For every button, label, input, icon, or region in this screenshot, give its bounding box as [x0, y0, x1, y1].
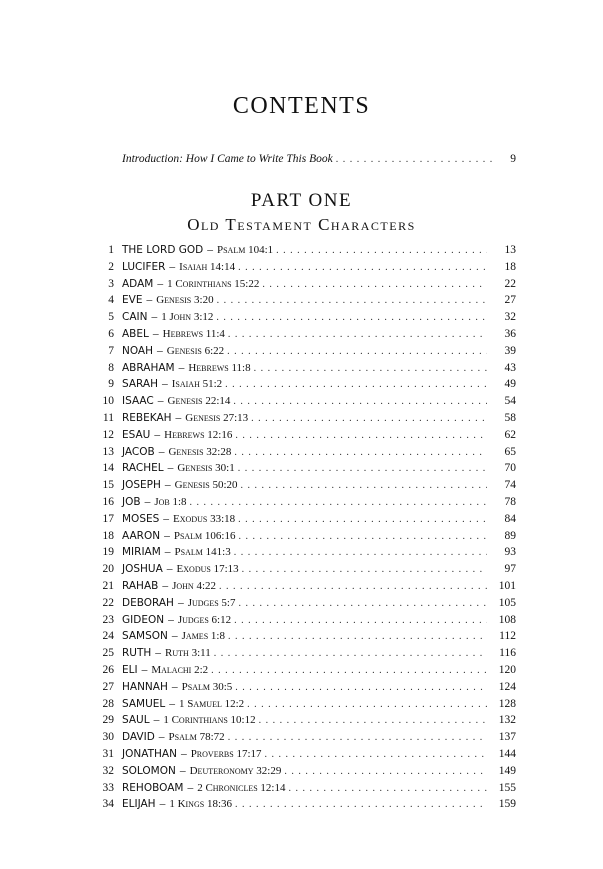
- scripture-reference: Deuteronomy 32:29: [189, 764, 282, 777]
- dash-separator: –: [166, 563, 173, 576]
- scripture-reference: Proverbs 17:17: [190, 747, 262, 760]
- dash-separator: –: [153, 714, 160, 727]
- dash-separator: –: [164, 529, 170, 542]
- character-name: LUCIFER: [122, 260, 166, 273]
- dot-leader: [254, 363, 487, 374]
- toc-row: [96, 681, 516, 698]
- character-name: RAHAB: [122, 579, 159, 592]
- dot-leader: [284, 766, 487, 777]
- dot-leader: [238, 598, 487, 609]
- toc-row: [96, 765, 516, 782]
- entry-number: 13: [102, 445, 114, 458]
- character-name: SARAH: [122, 378, 158, 391]
- character-name: RACHEL: [122, 462, 164, 475]
- entry-number: 4: [108, 294, 114, 307]
- dash-separator: –: [171, 630, 178, 643]
- dot-leader: [228, 329, 487, 340]
- dash-separator: –: [154, 428, 161, 441]
- toc-row: [96, 479, 516, 496]
- character-name: ABRAHAM: [122, 361, 175, 374]
- page-number: 18: [504, 260, 516, 273]
- toc-row: [96, 378, 516, 395]
- toc-row: [96, 630, 516, 647]
- dash-separator: –: [159, 798, 166, 811]
- dash-separator: –: [158, 445, 165, 458]
- entry-number: 1: [108, 244, 114, 256]
- scripture-reference: Genesis 32:28: [168, 445, 232, 458]
- toc-list: [96, 244, 516, 815]
- entry-number: 5: [108, 311, 114, 324]
- page-number: 93: [504, 546, 516, 559]
- toc-row: [96, 412, 516, 429]
- dot-leader: [228, 631, 487, 642]
- entry-number: 11: [102, 411, 114, 424]
- toc-row: [96, 530, 516, 547]
- dot-leader: [276, 245, 487, 256]
- toc-row: [96, 362, 516, 379]
- dash-separator: –: [162, 378, 168, 391]
- entry-number: 30: [102, 731, 114, 744]
- dash-separator: –: [207, 244, 213, 256]
- scripture-reference: 2 Chronicles 12:14: [197, 781, 286, 794]
- dot-leader: [238, 531, 487, 542]
- scripture-reference: Genesis 22:14: [167, 395, 231, 408]
- character-name: EVE: [122, 294, 143, 307]
- page-number: 84: [504, 512, 516, 525]
- entry-number: 3: [108, 277, 114, 290]
- scripture-reference: Psalm 104:1: [216, 244, 274, 256]
- dot-leader: [190, 497, 487, 508]
- page-number: 108: [498, 613, 516, 626]
- character-name: AARON: [122, 529, 161, 542]
- dot-leader: [228, 732, 487, 743]
- page-number: 105: [498, 596, 516, 609]
- scripture-reference: Hebrews 11:4: [162, 327, 225, 340]
- page-number: 65: [504, 445, 516, 458]
- intro-label: Introduction: How I Came to Write This Book: [122, 153, 333, 165]
- page-number: 149: [498, 764, 516, 777]
- page-number: 78: [504, 495, 516, 508]
- scripture-reference: Psalm 106:16: [173, 529, 236, 542]
- page-number: 39: [504, 344, 516, 357]
- dot-leader: [211, 665, 487, 676]
- character-name: JACOB: [122, 445, 155, 458]
- dash-separator: –: [151, 311, 158, 324]
- scripture-reference: Hebrews 11:8: [188, 361, 251, 374]
- character-name: CAIN: [122, 311, 148, 324]
- dash-separator: –: [179, 764, 186, 777]
- dot-leader: [217, 295, 487, 306]
- toc-row: [96, 513, 516, 530]
- dash-separator: –: [164, 479, 171, 492]
- character-name: REBEKAH: [122, 411, 172, 424]
- page-number: 36: [504, 327, 516, 340]
- toc-row: [96, 563, 516, 580]
- dot-leader: [259, 715, 487, 726]
- character-name: DAVID: [122, 731, 155, 744]
- character-name: SAMSON: [122, 630, 168, 643]
- toc-row: [96, 698, 516, 715]
- dot-leader: [265, 749, 487, 760]
- intro-entry: [122, 153, 516, 171]
- character-name: MOSES: [122, 512, 160, 525]
- entry-number: 21: [102, 579, 114, 592]
- entry-number: 34: [102, 798, 114, 811]
- page-number: 159: [498, 798, 516, 811]
- dot-leader: [234, 547, 487, 558]
- toc-row: [96, 446, 516, 463]
- toc-row: [96, 798, 516, 815]
- page-number: 74: [504, 479, 516, 492]
- dash-separator: –: [144, 495, 151, 508]
- dash-separator: –: [169, 260, 176, 273]
- scripture-reference: Exodus 33:18: [173, 512, 236, 525]
- page-number: 22: [504, 277, 516, 290]
- toc-row: [96, 782, 516, 799]
- entry-number: 15: [102, 479, 114, 492]
- toc-row: [96, 496, 516, 513]
- toc-row: [96, 597, 516, 614]
- character-name: HANNAH: [122, 680, 168, 693]
- entry-number: 12: [102, 428, 114, 441]
- entry-number: 16: [102, 495, 114, 508]
- entry-number: 2: [108, 260, 114, 273]
- dot-leader: [235, 682, 487, 693]
- page-number: 32: [504, 311, 516, 324]
- scripture-reference: 1 John 3:12: [161, 311, 214, 324]
- character-name: JOSHUA: [122, 563, 163, 576]
- character-name: MIRIAM: [122, 546, 161, 559]
- dot-leader: [216, 312, 487, 323]
- character-name: DEBORAH: [122, 596, 174, 609]
- character-name: ELI: [122, 663, 138, 676]
- scripture-reference: James 1:8: [181, 630, 225, 643]
- dot-leader: [336, 154, 495, 165]
- dash-separator: –: [169, 697, 176, 710]
- dash-separator: –: [157, 277, 164, 290]
- character-name: THE LORD GOD: [122, 244, 204, 256]
- dash-separator: –: [141, 663, 148, 676]
- entry-number: 18: [102, 529, 114, 542]
- scripture-reference: 1 Corinthians 15:22: [167, 277, 260, 290]
- page-number: 128: [498, 697, 516, 710]
- entry-number: 23: [102, 613, 114, 626]
- character-name: ESAU: [122, 428, 151, 441]
- toc-row: [96, 278, 516, 295]
- page-number: 49: [504, 378, 516, 391]
- toc-row: [96, 345, 516, 362]
- toc-row: [96, 614, 516, 631]
- scripture-reference: Genesis 27:13: [185, 411, 249, 424]
- dot-leader: [238, 463, 487, 474]
- character-name: GIDEON: [122, 613, 165, 626]
- entry-number: 25: [102, 647, 114, 660]
- entry-number: 9: [108, 378, 114, 391]
- character-name: ABEL: [122, 327, 149, 340]
- scripture-reference: Psalm 78:72: [168, 731, 225, 744]
- toc-row: [96, 546, 516, 563]
- dot-leader: [262, 279, 487, 290]
- entry-number: 32: [102, 764, 114, 777]
- dash-separator: –: [164, 546, 171, 559]
- toc-row: [96, 311, 516, 328]
- entry-number: 29: [102, 714, 114, 727]
- page-number: 97: [504, 563, 516, 576]
- dot-leader: [219, 581, 487, 592]
- dash-separator: –: [178, 361, 185, 374]
- character-name: SAMUEL: [122, 697, 166, 710]
- page-number: 13: [504, 244, 516, 256]
- dot-leader: [233, 396, 487, 407]
- character-name: JONATHAN: [122, 747, 177, 760]
- page-number: 101: [498, 579, 516, 592]
- dash-separator: –: [157, 395, 164, 408]
- page-number: 144: [498, 747, 516, 760]
- entry-number: 33: [102, 781, 114, 794]
- page-title: CONTENTS: [232, 93, 371, 119]
- dot-leader: [227, 346, 487, 357]
- dash-separator: –: [177, 596, 184, 609]
- dash-separator: –: [157, 344, 163, 357]
- scripture-reference: 1 Kings 18:36: [169, 798, 232, 811]
- page-number: 137: [498, 731, 516, 744]
- toc-row: [96, 429, 516, 446]
- page-number: 70: [504, 462, 516, 475]
- page-number: 62: [504, 428, 516, 441]
- character-name: SOLOMON: [122, 764, 176, 777]
- page-number: 27: [504, 294, 516, 307]
- dot-leader: [234, 447, 487, 458]
- toc-row: [96, 748, 516, 765]
- scripture-reference: Judges 6:12: [177, 613, 232, 626]
- entry-number: 7: [108, 344, 114, 357]
- page-number: 155: [498, 781, 516, 794]
- toc-row: [96, 664, 516, 681]
- entry-number: 19: [102, 546, 114, 559]
- toc-row: [96, 294, 516, 311]
- dot-leader: [242, 564, 487, 575]
- scripture-reference: Psalm 141:3: [174, 546, 231, 559]
- character-name: JOSEPH: [122, 479, 161, 492]
- entry-number: 27: [102, 680, 114, 693]
- toc-row: [96, 244, 516, 261]
- scripture-reference: 1 Corinthians 10:12: [163, 714, 256, 727]
- toc-row: [96, 462, 516, 479]
- toc-row: [96, 395, 516, 412]
- dot-leader: [251, 413, 487, 424]
- entry-number: 17: [102, 512, 114, 525]
- toc-row: [96, 647, 516, 664]
- dash-separator: –: [175, 411, 182, 424]
- character-name: NOAH: [122, 344, 154, 357]
- toc-row: [96, 714, 516, 731]
- part-subtitle: Old Testament Characters: [187, 215, 416, 234]
- page-number: 116: [499, 647, 516, 660]
- entry-number: 24: [102, 630, 114, 643]
- dot-leader: [225, 379, 487, 390]
- character-name: JOB: [122, 495, 141, 508]
- scripture-reference: Genesis 3:20: [156, 294, 214, 307]
- page-number: 120: [498, 663, 516, 676]
- dash-separator: –: [167, 462, 174, 475]
- scripture-reference: Malachi 2:2: [151, 663, 209, 676]
- scripture-reference: Job 1:8: [154, 495, 187, 508]
- dash-separator: –: [158, 731, 165, 744]
- dot-leader: [247, 699, 487, 710]
- dash-separator: –: [180, 747, 187, 760]
- scripture-reference: 1 Samuel 12:2: [179, 697, 245, 710]
- entry-number: 28: [102, 697, 114, 710]
- dash-separator: –: [187, 781, 194, 794]
- character-name: SAUL: [122, 714, 150, 727]
- dash-separator: –: [171, 680, 178, 693]
- toc-row: [96, 328, 516, 345]
- page-number: 89: [504, 529, 516, 542]
- page-number: 124: [498, 680, 516, 693]
- dot-leader: [241, 480, 487, 491]
- character-name: REHOBOAM: [122, 781, 184, 794]
- entry-number: 14: [102, 462, 114, 475]
- scripture-reference: Isaiah 51:2: [171, 378, 223, 391]
- scripture-reference: Psalm 30:5: [181, 680, 233, 693]
- scripture-reference: Genesis 50:20: [174, 479, 238, 492]
- scripture-reference: Isaiah 14:14: [179, 260, 236, 273]
- dot-leader: [238, 514, 487, 525]
- dot-leader: [238, 262, 487, 273]
- dash-separator: –: [146, 294, 153, 307]
- scripture-reference: Ruth 3:11: [165, 647, 211, 660]
- intro-page: 9: [510, 153, 516, 165]
- dash-separator: –: [168, 613, 174, 626]
- toc-row: [96, 580, 516, 597]
- scripture-reference: Genesis 6:22: [166, 344, 225, 357]
- scripture-reference: Genesis 30:1: [177, 462, 235, 475]
- dash-separator: –: [162, 579, 169, 592]
- entry-number: 6: [108, 327, 114, 340]
- entry-number: 8: [108, 361, 114, 374]
- scripture-reference: Exodus 17:13: [176, 563, 239, 576]
- scripture-reference: Hebrews 12:16: [164, 428, 233, 441]
- character-name: ISAAC: [122, 395, 154, 408]
- character-name: ADAM: [122, 277, 154, 290]
- dash-separator: –: [152, 327, 159, 340]
- page-number: 112: [499, 630, 516, 643]
- toc-row: [96, 731, 516, 748]
- page-number: 54: [504, 395, 516, 408]
- dot-leader: [235, 430, 487, 441]
- scripture-reference: Judges 5:7: [187, 596, 236, 609]
- dot-leader: [288, 783, 487, 794]
- scripture-reference: John 4:22: [172, 579, 217, 592]
- toc-row: [96, 261, 516, 278]
- page-number: 132: [498, 714, 516, 727]
- entry-number: 20: [102, 563, 114, 576]
- dot-leader: [235, 799, 487, 810]
- entry-number: 22: [102, 596, 114, 609]
- page-number: 43: [504, 361, 516, 374]
- entry-number: 10: [102, 395, 114, 408]
- part-title: PART ONE: [250, 190, 353, 211]
- dot-leader: [234, 615, 487, 626]
- entry-number: 31: [102, 747, 114, 760]
- character-name: RUTH: [122, 647, 152, 660]
- dot-leader: [214, 648, 487, 659]
- dash-separator: –: [155, 647, 162, 660]
- page-number: 58: [504, 411, 516, 424]
- entry-number: 26: [102, 663, 114, 676]
- dash-separator: –: [163, 512, 170, 525]
- character-name: ELIJAH: [122, 798, 156, 811]
